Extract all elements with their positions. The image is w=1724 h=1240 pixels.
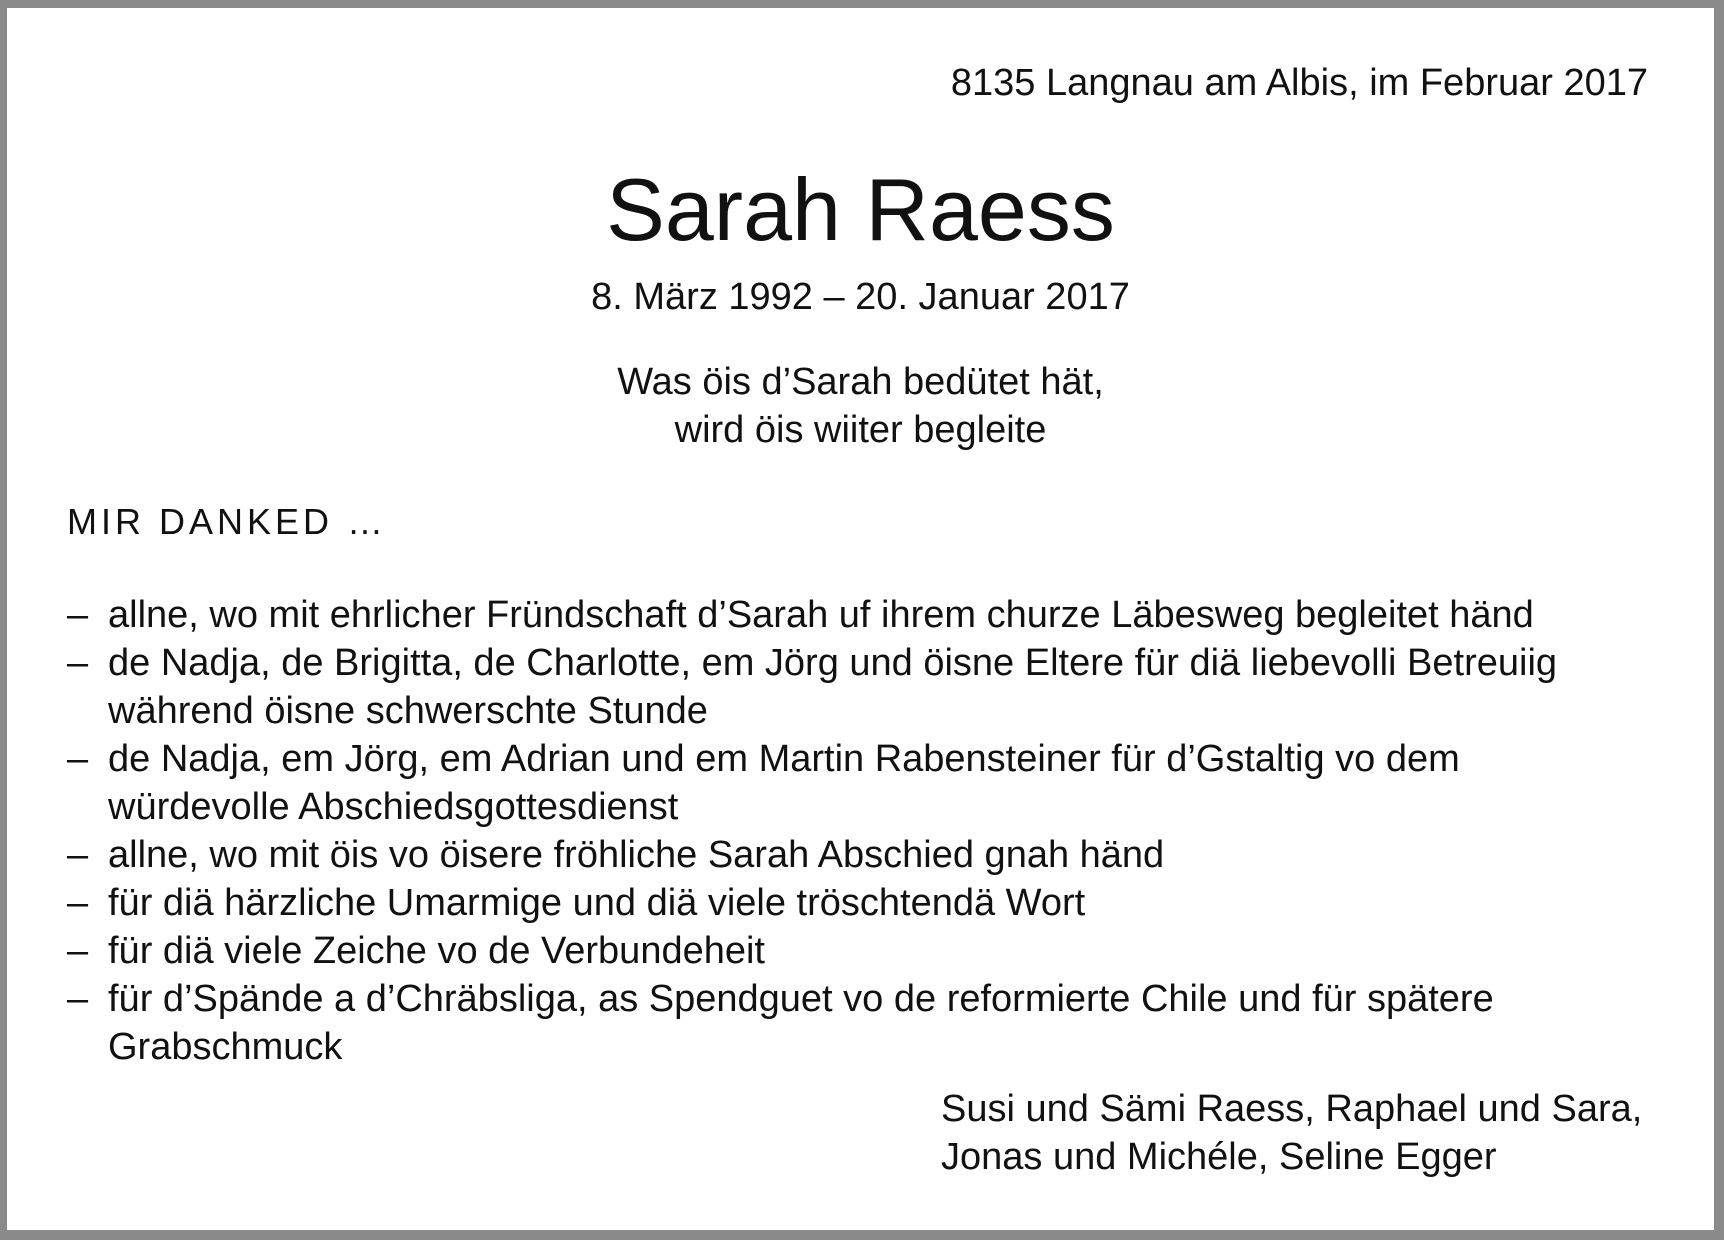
dash-bullet: –	[67, 642, 89, 684]
signature-line: Jonas und Michéle, Seline Egger	[941, 1136, 1497, 1178]
list-item-text: allne, wo mit öis vo öisere fröhliche Sarah Abschied gnah händ	[108, 834, 1165, 876]
list-item	[67, 591, 1667, 639]
list-item	[67, 735, 1667, 831]
dash-bullet: –	[67, 834, 89, 876]
place-date: 8135 Langnau am Albis, im Februar 2017	[950, 62, 1648, 104]
dash-bullet: –	[67, 594, 89, 636]
list-item-text: de Nadja, em Jörg, em Adrian und em Martin Rabensteiner für d’Gstaltig vo dem	[108, 738, 1460, 780]
dash-bullet: –	[67, 882, 89, 924]
notice-card	[7, 8, 1714, 1230]
thanks-heading: MIR DANKED …	[67, 501, 388, 542]
list-item	[67, 975, 1667, 1071]
list-item-text-continued: Grabschmuck	[108, 1026, 343, 1068]
quote-line: wird öis wiiter begleite	[674, 409, 1047, 451]
dash-bullet: –	[67, 738, 89, 780]
list-item-text: für d’Spände a d’Chräbsliga, as Spendguet vo de reformierte Chile und für spätere	[108, 978, 1494, 1020]
list-item-text: de Nadja, de Brigitta, de Charlotte, em Jörg und öisne Eltere für diä liebevolli Betreuiig	[108, 642, 1558, 684]
list-item-text: allne, wo mit ehrlicher Fründschaft d’Sarah uf ihrem churze Läbesweg begleitet händ	[108, 594, 1534, 636]
signature-block	[941, 1085, 1642, 1181]
list-item-text: für diä härzliche Umarmige und diä viele tröschtendä Wort	[108, 882, 1086, 924]
list-item	[67, 879, 1667, 927]
deceased-name: Sarah Raess	[606, 160, 1115, 259]
list-item-text: für diä viele Zeiche vo de Verbundeheit	[108, 930, 765, 972]
quote-line: Was öis d’Sarah bedütet hät,	[617, 361, 1104, 403]
dash-bullet: –	[67, 978, 89, 1020]
list-item	[67, 831, 1667, 879]
list-item	[67, 639, 1667, 735]
memorial-quote	[7, 358, 1714, 454]
list-item-text-continued: während öisne schwerschte Stunde	[108, 690, 708, 732]
list-item-text-continued: würdevolle Abschiedsgottesdienst	[108, 786, 679, 828]
signature-line: Susi und Sämi Raess, Raphael und Sara,	[941, 1088, 1643, 1130]
dash-bullet: –	[67, 930, 89, 972]
lifespan-dates: 8. März 1992 – 20. Januar 2017	[591, 276, 1130, 318]
thanks-list	[67, 591, 1667, 1071]
list-item	[67, 927, 1667, 975]
